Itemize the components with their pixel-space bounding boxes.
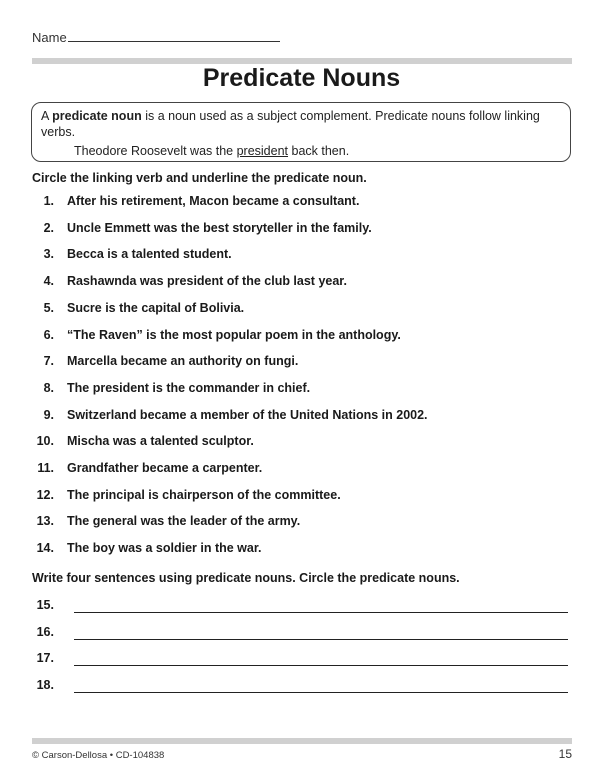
definition-prefix: A <box>41 109 53 123</box>
exercise-number: 4. <box>43 274 54 289</box>
exercise-sentence[interactable]: After his retirement, Macon became a consultant. <box>67 194 360 208</box>
exercise-sentence[interactable]: “The Raven” is the most popular poem in the anthology. <box>67 327 401 342</box>
footer-page-number: 15 <box>558 747 572 761</box>
definition-text <box>41 109 561 140</box>
exercise-sentence[interactable]: Grandfather became a carpenter. <box>67 461 263 475</box>
page-title: Predicate Nouns <box>202 64 401 92</box>
writing-line[interactable] <box>32 678 572 696</box>
exercise-item <box>32 434 572 452</box>
answer-rule[interactable] <box>74 692 568 693</box>
answer-rule[interactable] <box>74 612 568 613</box>
exercise-sentence[interactable]: Rashawnda was president of the club last year. <box>67 274 347 289</box>
writing-line[interactable] <box>32 651 572 669</box>
exercise-item <box>32 354 572 372</box>
answer-rule[interactable] <box>74 665 568 666</box>
exercise-sentence[interactable]: The boy was a soldier in the war. <box>67 541 262 556</box>
writing-line-number: 15. <box>36 598 54 612</box>
definition-box <box>31 102 571 162</box>
exercise-sentence[interactable]: The president is the commander in chief. <box>67 380 311 395</box>
example-predicate-noun: president <box>236 144 289 158</box>
exercise-sentence[interactable]: Mischa was a talented sculptor. <box>67 434 254 449</box>
exercise-number: 3. <box>43 247 54 262</box>
bottom-divider-bar <box>32 738 572 744</box>
answer-rule[interactable] <box>74 639 568 640</box>
instruction-write-sentences: Write four sentences using predicate nouns. Circle the predicate nouns. <box>32 571 460 585</box>
footer-copyright: © Carson-Dellosa • CD-104838 <box>32 750 165 761</box>
exercise-sentence[interactable]: Becca is a talented student. <box>67 247 232 262</box>
writing-line-number: 18. <box>36 678 54 693</box>
exercise-item <box>32 381 572 399</box>
exercise-number: 14. <box>36 541 54 556</box>
exercise-sentence[interactable]: Marcella became an authority on fungi. <box>67 354 299 369</box>
exercise-number: 2. <box>43 220 54 235</box>
exercise-sentence[interactable]: Uncle Emmett was the best storyteller in the family. <box>67 220 372 235</box>
exercise-sentence[interactable]: Switzerland became a member of the United Nations in 2002. <box>67 407 428 422</box>
writing-line[interactable] <box>32 598 572 616</box>
instruction-circle-underline: Circle the linking verb and underline the predicate noun. <box>32 171 367 185</box>
exercise-number: 11. <box>37 461 54 475</box>
writing-line-number: 17. <box>36 651 54 666</box>
writing-line[interactable] <box>32 625 572 643</box>
exercise-sentence[interactable]: Sucre is the capital of Bolivia. <box>67 300 245 315</box>
exercise-number: 13. <box>36 514 54 529</box>
exercise-item <box>32 488 572 506</box>
exercise-item <box>32 221 572 239</box>
exercise-number: 6. <box>43 327 54 342</box>
exercise-item <box>32 514 572 532</box>
exercise-item <box>32 194 572 212</box>
exercise-number: 9. <box>43 407 54 422</box>
exercise-number: 1. <box>43 194 54 208</box>
exercise-item <box>32 301 572 319</box>
exercise-number: 7. <box>43 354 54 369</box>
exercise-number: 12. <box>36 487 54 502</box>
exercise-item <box>32 408 572 426</box>
name-field-line[interactable] <box>68 41 280 42</box>
definition-example <box>74 144 349 158</box>
definition-suffix: is a noun used as a subject complement. Predicate nouns follow linking verbs. <box>41 109 540 139</box>
name-label: Name <box>32 30 67 45</box>
exercise-item <box>32 274 572 292</box>
example-before: Theodore Roosevelt was the <box>74 144 237 158</box>
exercise-item <box>32 461 572 479</box>
exercise-number: 8. <box>43 380 54 395</box>
exercise-number: 5. <box>43 300 54 315</box>
example-after: back then. <box>288 144 350 158</box>
exercise-sentence[interactable]: The principal is chairperson of the committee. <box>67 487 341 502</box>
writing-line-number: 16. <box>36 624 54 639</box>
exercise-sentence[interactable]: The general was the leader of the army. <box>67 514 301 529</box>
exercise-item <box>32 328 572 346</box>
exercise-number: 10. <box>36 434 54 449</box>
definition-term: predicate noun <box>52 109 142 123</box>
exercise-item <box>32 541 572 559</box>
exercise-item <box>32 247 572 265</box>
